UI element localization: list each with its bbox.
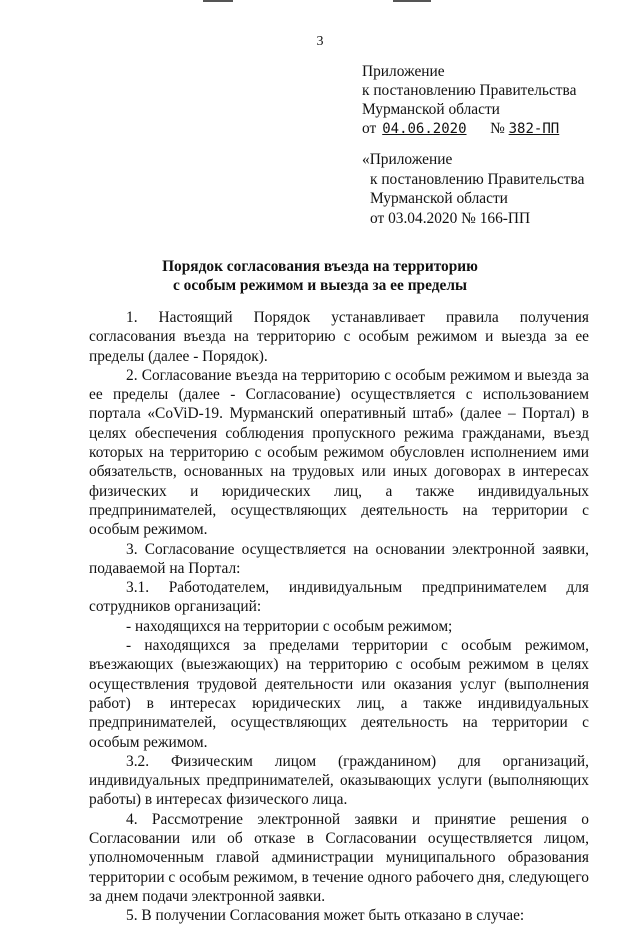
top-edge-marks: [203, 0, 443, 3]
quoted-line-2: к постановлению Правительства: [370, 170, 585, 188]
paragraph: 3.1. Работодателем, индивидуальным предпринимателем для сотрудников организаций:: [89, 579, 589, 616]
title-line-2: с особым режимом и выезда за ее пределы: [172, 277, 468, 294]
appendix-line-3: Мурманской области: [362, 101, 500, 118]
title-line-1: Порядок согласования въезда на территорию: [162, 258, 478, 275]
paragraph: 1. Настоящий Порядок устанавливает правила получения согласования въезда на территорию с особым режимом и выезда за ее пределы (далее - Порядок).: [89, 309, 589, 365]
quoted-appendix: [362, 150, 584, 228]
paragraph: 5. В получении Согласования может быть отказано в случае:: [126, 907, 525, 925]
paragraph: - находящихся на территории с особым режимом;: [126, 617, 453, 635]
paragraph: 2. Согласование въезда на территорию с особым режимом и выезда за ее пределы (далее - Согласование) осуществляется с использованием портала «CoViD-19. Мурманский оперативный штаб» (далее – Портал) в целях обеспечения соблюдения пропускного режима гражданами, въезд которых на территорию с особым режимом обусловлен исполнением ими обязательств, основанных на трудовых или иных договорах в интересах физических и юридических лиц, а также индивидуальных предпринимателей, осуществляющих деятельность на территории с особым режимом.: [89, 366, 589, 539]
paragraph: 3.2. Физическим лицом (гражданином) для организаций, индивидуальных предпринимателей, оказывающих услуги (выполняющих работы) в интересах физического лица.: [89, 752, 589, 809]
appendix-header: [362, 62, 576, 139]
appendix-line-2: к постановлению Правительства: [362, 82, 577, 99]
resolution-date: 04.06.2020: [382, 121, 467, 137]
appendix-date-line: [362, 119, 576, 139]
quoted-line-3: Мурманской области: [370, 190, 508, 207]
document-body: [89, 308, 589, 926]
paragraph: 3. Согласование осуществляется на основании электронной заявки, подаваемой на Портал:: [89, 540, 589, 577]
page-number: 3: [316, 34, 324, 49]
date-prefix: от: [362, 120, 377, 137]
document-title: [0, 257, 640, 295]
paragraph: - находящихся за пределами территории с особым режимом, въезжающих (выезжающих) на территорию с особым режимом в целях осуществления трудовой деятельности или оказания услуг (выполнения работ) в интересах юридических лиц, а также индивидуальных предпринимателей, осуществляющих деятельность на территории с особым режимом.: [89, 637, 589, 751]
quoted-line-4: от 03.04.2020 № 166-ПП: [370, 209, 531, 227]
appendix-line-1: Приложение: [362, 63, 445, 80]
number-prefix: №: [490, 120, 505, 137]
paragraph: 4. Рассмотрение электронной заявки и принятие решения о Согласовании или об отказе в Согласовании осуществляется лицом, уполномоченным главой администрации муниципального образования территории с особым режимом, в течение одного рабочего дня, следующего за днем подачи электронной заявки.: [89, 810, 589, 905]
quoted-line-1: «Приложение: [362, 151, 453, 168]
resolution-number: 382-ПП: [508, 121, 560, 137]
